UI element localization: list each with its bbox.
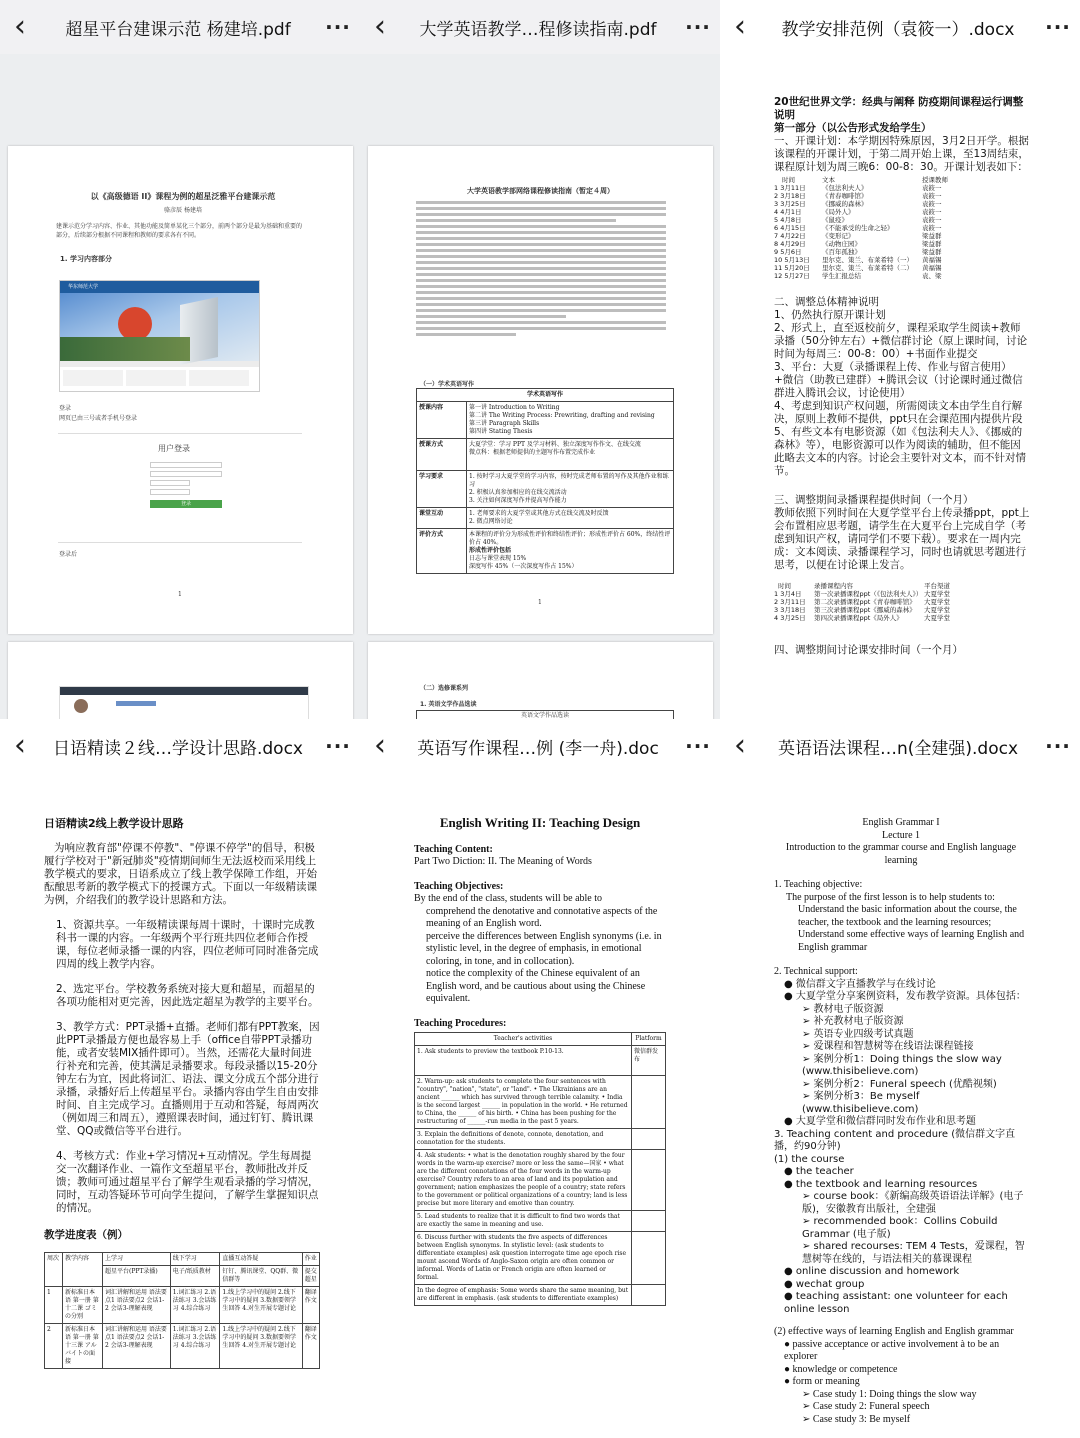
list-item: ● passive acceptance or active involvement à to be an explorer [784,1338,1000,1362]
list-item: ● wechat group [784,1278,865,1290]
section-heading: (2) effective ways of learning English and English grammar [774,1326,1014,1337]
docx-viewer[interactable] [0,773,360,1438]
table-row: 评价方式 本课程的评价分为形成性评价和终结性评价；形成性评价占 60%，终结性评价占 40%。 形成性评价包括 日志与课堂表现 15% 深度写作 45%（一次深度写作占 15%） [417,529,674,574]
title-bar [360,0,720,54]
user-login-heading: 用户登录 [158,444,190,453]
doc-title: 以《高级德语 II》课程为例的超星泛雅平台建课示范 [90,192,276,201]
table-row: 2 新标准日本语 第一册 第十三课 アルバイトの面接 词汇讲解和运用 语法要点1 语法要点2 会话1-2 会话3-理解表现 1.词汇练习 2.语法练习 3.会话练习 4.综合练习 1.线上学习中的疑问 2.线下学习中的疑问 3.数据要领学生回答 4.对生开展专题讨论 翻译 作文 [45,1324,320,1369]
login-form [150,462,222,508]
title-bar [0,0,360,54]
pdf-viewer[interactable] [0,54,360,719]
back-arrow-icon[interactable]: ‹ [734,728,746,763]
list-item: ➢ course book：《新编高级英语语法详解》(电子版)，安徽教育出版社，全建强 [802,1191,1024,1215]
section-heading: 2. Technical support: [774,966,858,977]
more-options-icon[interactable]: ··· [325,734,351,758]
doc-heading: 20世纪世界文学：经典与阐释 防疫期间课程运行调整说明 [774,96,1024,121]
list-item: ➢ 案例分析1：Doing things the slow way (www.thisibelieve.com) [802,1053,1002,1077]
table-row: 3 3月18日 第三次录播课程ppt《挪威的森林》 大夏学堂 [774,606,950,614]
more-options-icon[interactable]: ··· [685,15,711,39]
list-item: Understand the basic information about the course, the teacher, the textbook and the learning resources; [798,904,1017,928]
list-item: perceive the differences between English synonyms (i.e. in stylistic level, in the degree of emphasis, in emotional coloring, in tone, and in collocation). [426,930,662,967]
table-row: 8 4月29日 《动物庄园》 梁益群 [774,240,942,248]
more-options-icon[interactable]: ··· [685,734,711,758]
list-item: ➢ Case study 1: Doing things the slow way [802,1388,977,1400]
table-row: 1 新标准日本语 第一册 第十二课 ゴミの分別 词汇讲解和运用 语法要点1 语法要点2 会话1-2 会话3-理解表现 1.词汇练习 2.语法练习 3.会话练习 4.综合练习 1.线上学习中的疑问 2.线下学习中的疑问 3.数据要领学生回答 4.对生开展专题讨论 翻译 作文 [45,1287,320,1324]
table-row: 7 4月22日 《变形记》 梁益群 [774,232,942,240]
section-heading: Teaching Procedures: [414,1017,507,1029]
list-item: ➢ 案例分析3：Be myself (www.thisibelieve.com) [802,1091,920,1115]
list-item: ● the textbook and learning resources [784,1178,978,1190]
back-arrow-icon[interactable]: ‹ [374,9,386,44]
course-table [416,388,674,574]
list-item: ● the teacher [784,1166,854,1177]
section-heading: （一）学术英语写作 [420,381,475,388]
table-row: 12 5月27日 学生汇报总结 袁、梁 [774,272,942,280]
doc-title: 日语精读2线上教学设计思路 [44,817,184,830]
doc-title: English Writing II: Teaching Design [439,815,641,830]
list-item: 3、教学方式：PPT录播+直播。老师们都有PPT教案，因此PPT录播最方便也最容易上手（office自带PPT录播功能，或者安装MIX插件即可）。当然，还需花大量时间进行补充和完善，使其满足录播要求。每段录播以15-20分钟左右为宜，因此将词汇、语法、课文分成五个部分进行录播，录播好后上传超星平台。录播内容由学生自由安排时间、自主完成学习。直播则用于互动和答疑，每周两次（例如周三和周五），遵照课表时间，通过钉钉、腾讯课堂、QQ或微信等平台进行。 [56,1021,320,1137]
schedule-table: 时间 文本 授课教师 1 3月11日 《包法利夫人》 袁筱一 2 3月18日 《青春咖啡馆》 袁筱一 3 3月25日 《挪威的森林》 袁筱一 4 4月1日 《局外人》 袁筱一 5 4月8日 《鼠疫》 袁筱一 6 4月15日 《不能承受的生命之轻》 袁筱一 7 4月22日 《变形记》 梁益群 8 4月29日 《动物庄园》 梁益群 9 5月6日 《百年孤独》 梁益群 10 5月13日 里尔克、策兰、布莱希特（一） 黄福锡 11 5月20日 里尔克、策兰、布莱希特（二） 黄福锡 12 5月27日 学生汇报总结 袁、梁 [774,176,974,280]
list-item: notice the complexity of the Chinese equivalent of an English word, and be cautious about using the Chinese equivalent. [426,968,646,1004]
pdf-page-next [368,642,713,719]
subsection-heading: 1. 英语文学作品选读 [420,701,477,708]
back-arrow-icon[interactable]: ‹ [14,9,26,44]
list-item: ➢ 爱课程和智慧树等在线语法课程链接 [802,1041,974,1052]
table-row: 授课方式 大夏学堂：学习 PPT 及学习材料、独立深度写作作文、在线交流 微点科：根据老师提供的主题写作布置完成作业 [417,439,674,471]
back-arrow-icon[interactable]: ‹ [734,9,746,44]
list-item: ● knowledge or competence [784,1363,898,1375]
page-number: 1 [538,599,542,606]
list-item: 4、考核方式：作业+学习情况+互动情况。学生每周提交一次翻译作业、一篇作文至超星平台，教师批改并反馈；教师可通过超星平台了解学生观看录播的学习情况，同时，互动答疑环节可向学生提问，了解学生掌握知识点的情况。 [56,1150,319,1214]
list-item: ➢ 补充教材电子版资源 [802,1016,904,1027]
doc-intro: 建课示范分学习内容、作业、其他功能及简单某化三个部分，前两个部分是最为基础和重要的部分，后续部分根据不同课程和教师的要求各有不同。 [56,223,303,239]
part-heading: 四、调整期间讨论课安排时间（一个月） [774,644,963,656]
viewer-panel-1 [0,0,360,719]
back-arrow-icon[interactable]: ‹ [14,728,26,763]
table-row: 3. Explain the definitions of denote, connote, denotation, and connotation for the students. [415,1129,666,1150]
list-item: ➢ 案例分析2：Funeral speech (优酷视频) [802,1078,997,1090]
doc-authors: 骆彦辰 杨建培 [164,207,202,214]
viewer-panel-5 [360,719,720,1438]
list-item: ➢ Case study 2: Funeral speech [802,1401,930,1412]
file-title: 教学安排范例（袁筱一）.docx [781,19,1015,40]
paragraph: 1、仍然执行原开课计划 [774,309,886,321]
table-row: 1 3月4日 第一次录播课程ppt（《包法利夫人》） 大夏学堂 [774,590,950,598]
list-item: (1) the course [774,1153,845,1165]
table-row: 5. Lead students to realize that it is difficult to find two words that are exactly the same in meaning and use. [415,1211,666,1232]
list-item: ● 大夏学堂和微信群同时发布作业和思考题 [784,1116,976,1127]
title-bar [0,719,360,773]
paragraph: The purpose of the first lesson is to help students to: [786,891,995,903]
table-row: In the degree of emphasis: Some words share the same meaning, but are different in emphasis. (ask students to differentiate examples) [415,1285,666,1306]
list-item: ● form or meaning [784,1376,860,1387]
table-row: 2. Warm-up: ask students to complete the four sentences with "country", "nation", "state", or "land". • The Ukrainians are an ancient ______ which has survived through terrible calamity. • India is the second largest ______ in population in the world. • He returned to China, the ______ of his birth. • China has been pushing for the restructuring of ______-run media in the past 5 years. [415,1076,666,1129]
pdf-page-next [8,642,353,719]
doc-subtitle: Introduction to the grammar course and English language learning [785,842,1017,866]
section-heading: 1. Teaching objective: [774,879,863,890]
table-title: 学术英语写作 [417,389,674,402]
table-row: 授课内容 第一讲 Introduction to Writing 第二讲 The Writing Process: Prewriting, drafting and revising 第三讲 Paragraph Skills 第四讲 Stating Thesis [417,402,674,439]
list-item: 2、选定平台。学校教务系统对接大夏和超星，而超星的各项功能相对更完善，因此选定超星为教学的主要平台。 [56,983,319,1008]
viewer-panel-3 [720,0,1080,719]
paragraph: Part Two Diction: II. The Meaning of Words [414,856,592,867]
table-row: 6 4月15日 《不能承受的生命之轻》 袁筱一 [774,224,942,232]
table-row: 9 5月6日 《百年孤独》 梁益群 [774,248,942,256]
list-item: ➢ shared recourses: TEM 4 Tests，爱课程，智慧树等在线的，与语法相关的慕课课程 [802,1241,1025,1265]
procedure-table: Teacher's activities Platform 1. Ask students to preview the textbook P.10-13. 微信群发布 2. Warm-up: ask students to complete the four sentences with "country", "nation", "state", or "land". • The Ukrainians are an ancient ______ which has survived through terrible calamity. • India is the second largest ______ in population in the world. • He returned to China, the ______ of his birth. • China has been pushing for the restructuring of ______-run media in the past 5 years. 3. Explain the definitions of denote, connote, denotation, and connotation for the students. 4. Ask students: • what is the denotation roughly shared by the four words in the warm-up exercise? more or less the same—国家 • what are the different connotations of the four words in the warm-up exercise? Country refers to an area of land and its population and government; nation emphasizes the people of a country; state refers to the government or political organizations of a country; land is less precise but more literary and emotive than country. 5. Lead students to realize that it is difficult to find two words that are exactly the same in meaning and use. 6. Discuss further with students the five aspects of differences between English synonyms. In stylistic level: (ask students to differentiate examples) ask question interrogate time age epoch rise mount ascend Words of Anglo-Saxon origin are often common or informal. Words of Latin or French origin are often learned or formal. In the degree of emphasis: Some words share the same meaning, but are different in emphasis. (ask students to differentiate examples) [414,1032,666,1306]
list-item: ● 微信群文字直播教学与在线讨论 [784,978,936,990]
paragraph: 5、有些文本有电影资源（如《包法利夫人》、《挪威的森林》等），电影资源可以作为阅读的辅助，但不能因此略去文本的内容。讨论会主要针对文本，而不针对情节。 [774,426,1026,477]
doc-title: 大学英语教学部网络课程修读指南（暂定４周） [467,187,614,195]
section-heading: 3. Teaching content and procedure (微信群文字直播，约90分钟) [774,1128,1016,1152]
title-bar [720,719,1080,773]
list-item: 1、资源共享。一年级精读课每周十课时，十课时完成教科书一课的内容。一年级两个平行班共四位老师合作授课，每位老师录播一课的内容，四位老师可同时准备完成四周的线上教学内容。 [56,919,319,970]
paragraph: 为响应教育部"停课不停教"、"停课不停学"的倡导，积极履行学校对于"新冠肺炎"疫情期间师生无法返校而采用线上教学模式的要求，日语系成立了线上教学保障工作组，开始酝酿思考新的教学模式下的授课方式。下面以一年级精读课为例，介绍我们的教学设计思路和方法。 [44,842,317,906]
section-heading: Teaching Objectives: [414,880,504,892]
title-bar [360,719,720,773]
recording-table: 时间 录播课程内容 平台渠道 1 3月4日 第一次录播课程ppt（《包法利夫人》） 大夏学堂 2 3月11日 第二次录播课程ppt《青春咖啡馆》 大夏学堂 3 3月18日 第三次录播课程ppt《挪威的森林》 大夏学堂 4 3月25日 第四次录播课程ppt《局外人》 大夏学堂 [774,582,974,622]
more-options-icon[interactable]: ··· [1045,15,1071,39]
paragraph: 3、平台：大夏（录播课程上传、作业与留言使用）+微信（助教已建群）+腾讯会议（讨论课时通过微信群进入腾讯会议，讨论使用） [774,361,1023,399]
viewer-panel-2 [360,0,720,719]
table-row: 4 3月25日 第四次录播课程ppt《局外人》 大夏学堂 [774,614,950,622]
part-heading: 三、调整期间录播课程提供时间（一个月） [774,494,974,506]
table-row: 3 3月25日 《挪威的森林》 袁筱一 [774,200,942,208]
doc-viewer[interactable] [360,773,720,1438]
back-arrow-icon[interactable]: ‹ [374,728,386,763]
pdf-viewer[interactable] [360,54,720,719]
table-row: 1 3月11日 《包法利夫人》 袁筱一 [774,184,942,192]
site-logo-text: 华东师范大学 [68,283,99,290]
viewer-panel-4 [0,719,360,1438]
list-item: ● teaching assistant: one volunteer for each online lesson [784,1291,1008,1315]
part-heading: 第一部分（以公告形式发给学生） [774,122,932,134]
table-row: 11 5月20日 里尔克、策兰、布莱希特（二） 黄福锡 [774,264,942,272]
login-label: 登录 [59,405,72,412]
paragraph: 4、考虑到知识产权问题，所需阅读文本由学生自行解决，原则上教师不提供，ppt只在会课范围内提供片段 [774,400,1023,425]
file-title: 大学英语教学…程修读指南.pdf [419,19,657,40]
table-row: 1. Ask students to preview the textbook P.10-13. 微信群发布 [415,1046,666,1076]
list-item: ➢ 教材电子版资源 [802,1003,884,1015]
list-item: ● online discussion and homework [784,1266,960,1277]
footer-note: 登录后 [59,551,78,558]
doc-subtitle: Lecture 1 [881,829,921,841]
docx-viewer[interactable] [720,773,1080,1438]
paragraph: 2、形式上，直至返校前夕，课程采取学生阅读+教师录播（50分钟左右）+微信群讨论（原上课时间，讨论时间为每周三：00-8：00）+书面作业提交 [774,322,1028,360]
schedule-table: 周次 教学内容 上学习 线下学习 直播互动答疑 作业 超星平台(PPT录播) 电子/纸质教材 钉钉、腾讯课堂、QQ群、微信群等 提交超星 1 新标准日本语 第一册 第十二课 ゴミの分別 词汇讲解和运用 语法要点1 语法要点2 会话1-2 会话3-理解表现 1.词汇练习 2.语法练习 3.会话练习 4.综合练习 1.线上学习中的疑问 2.线下学习中的疑问 3.数据要领学生回答 4.对生开展专题讨论 翻译 作文 2 新标准日本语 第一册 第十三课 アルバイトの面接 词汇讲解和运用 语法要点1 语法要点2 会话1-2 会话3-理解表现 1.词汇练习 2.语法练习 3.会话练习 4.综合练习 1.线上学习中的疑问 2.线下学习中的疑问 3.数据要领学生回答 4.对生开展专题讨论 翻译 作文 [44,1252,320,1369]
table-row: 4 4月1日 《局外人》 袁筱一 [774,208,942,216]
part-heading: 二、调整总体精神说明 [774,296,879,308]
doc-body-text [416,198,666,339]
paragraph: 一、开课计划：本学期因特殊原因，3月2日开学。根据该课程的开课计划，于第二周开始上课，至13周结束，课程原计划为周三晚6：00-8：30。开课计划表如下： [774,135,1029,173]
doc-title: English Grammar I [862,817,940,828]
more-options-icon[interactable]: ··· [325,15,351,39]
docx-viewer[interactable] [720,54,1080,719]
section-heading: Teaching Content: [414,843,493,855]
more-options-icon[interactable]: ··· [1045,734,1071,758]
file-title: 超星平台建课示范 杨建培.pdf [65,19,291,40]
list-item: ➢ 英语专业四级考试真题 [802,1028,914,1040]
table-row: 2 3月11日 第二次录播课程ppt《青春咖啡馆》 大夏学堂 [774,598,950,606]
list-item: comprehend the denotative and connotative aspects of the meaning of an English word. [426,905,658,929]
table-row: 10 5月13日 里尔克、策兰、布莱希特（一） 黄福锡 [774,256,942,264]
login-button: 登录 [150,500,222,508]
table-row: 课堂互动 1. 老师要求的大夏学堂或其他方式在线交流及时反馈 2. 微点网络讨论 [417,508,674,529]
pdf-page [8,146,353,634]
pdf-page [368,146,713,634]
table-row: 6. Discuss further with students the five aspects of differences between English synonyms. In stylistic level: (ask students to differentiate examples) ask question interrogate time age epoch rise mount ascend Words of Anglo-Saxon origin are often common or informal. Words of Latin or French origin are often learned or formal. [415,1232,666,1285]
file-title: 英语语法课程…n(全建强).docx [777,738,1019,759]
list-item: ➢ Case study 3: Be myself [802,1413,911,1425]
table-row: 2 3月18日 《青春咖啡馆》 袁筱一 [774,192,942,200]
table-row: 学习要求 1. 按时学习大夏学堂的学习内容，按时完成老师布置的写作及其他作业和练习 2. 积极认真参加相应的在线交流活动 3. 关注如何深度写作并提高写作能力 [417,471,674,508]
title-bar [720,0,1080,54]
section-heading: 1. 学习内容部分 [60,255,112,263]
page-number: 1 [178,591,182,598]
section-heading: 教学进度表（例） [44,1229,128,1241]
table-row: 5 4月8日 《鼠疫》 袁筱一 [774,216,942,224]
table-title: 英语文学作品选读 [416,710,674,719]
file-title: 日语精读２线…学设计思路.docx [52,738,303,759]
section-heading: （二）选修课系列 [420,685,469,692]
file-title: 英语写作课程…例 (李一舟).doc [417,738,659,759]
viewer-panel-6 [720,719,1080,1438]
table-row: 4. Ask students: • what is the denotation roughly shared by the four words in the warm-up exercise? more or less the same—国家 • what are the different connotations of the four words in the warm-up exercise? Country refers to an area of land and its population and government; nation emphasizes the people of a country; state refers to the government or political organizations of a country; land is less precise but more literary and emotive than country. [415,1150,666,1211]
website-screenshot-image [59,280,260,392]
paragraph: By the end of the class, students will be able to [414,893,603,904]
login-note: 网页已由三号或者手机号登录 [59,415,138,422]
list-item: ● 大夏学堂分享案例资料，发布教学资源。具体包括： [784,991,1026,1002]
avatar [74,699,88,713]
list-item: Understand some effective ways of learning English and English grammar [798,929,1025,953]
paragraph: 教师依照下列时间在大夏学堂平台上传录播ppt，ppt上会布置相应思考题，请学生在大夏平台上完成自学（考虑到知识产权，请同学们不要下载）。要求在一周内完成：文本阅读、录播课程学习，同时也请就思考题进行思考，以便在讨论课上发言。 [774,507,1030,571]
list-item: ➢ recommended book：Collins Cobuild Grammar (电子版) [802,1216,998,1240]
